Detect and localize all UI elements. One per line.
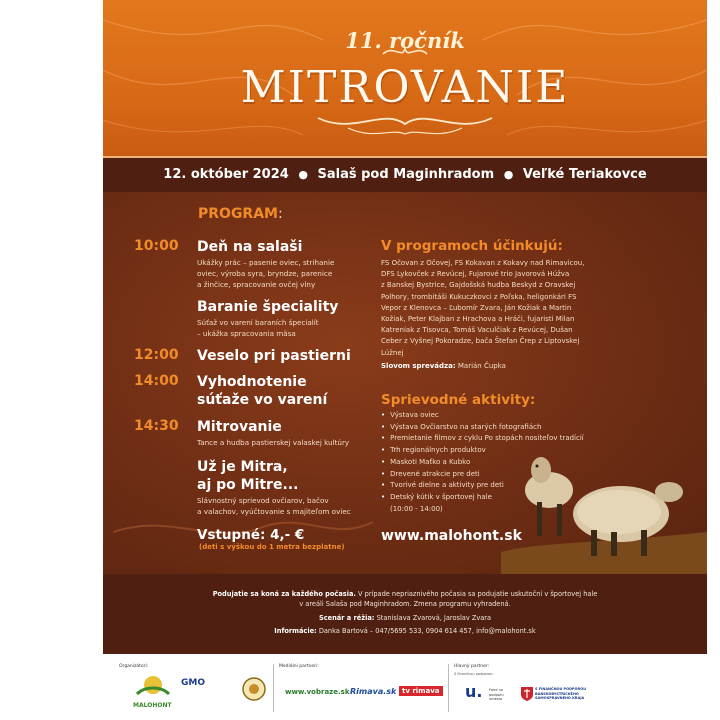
slot-title: Deň na salaši [197,239,303,255]
event-place: Salaš pod Maginhradom [317,167,495,182]
malohont-logo: MALOHONT [133,674,173,709]
list-item: • Tvorivé dielne a aktivity pre deti [381,480,601,492]
entry-title: Už je Mitra, aj po Mitre... [197,459,299,493]
activity-time-note: (10:00 - 14:00) [390,505,443,513]
direction-credit: Scenár a réžia: Stanislava Zvarová, Jaroslav Zvara [318,614,492,622]
edition-label: 11. ročník [345,28,465,53]
program-entry [197,298,387,339]
list-item: • Premietanie filmov z cyklu Po stopách nositeľov tradícií [381,433,601,445]
media-partners-title: Mediálni partneri: [279,664,319,669]
moderator: Slovom sprevádza: Marián Čupka [381,362,506,370]
sheep-photo-icon [501,432,707,574]
partners-footer [103,654,707,720]
event-info-bar [103,156,707,192]
organizers-title: Organizátori: [119,664,149,669]
footer-divider [448,664,449,712]
list-item: • Výstava oviec [381,410,601,422]
list-item: • Trh regionálnych produktov [381,445,601,457]
slot-title: Veselo pri pastierni [197,348,351,364]
tv-rimava-logo: tv rimava [399,686,443,696]
slot-description: Tance a hudba pastierskej valaskej kultúry [197,438,350,447]
performers-heading: V programoch účinkujú: [381,238,563,254]
list-item: • Drevené atrakcie pre deti [381,469,601,481]
entry-price: Vstupné: 4,- € [197,527,305,543]
performers-list: FS Očovan z Očovej, FS Kokavan z Kokavy nad Rimavicou, DFS Lykovček z Revúcej, Fujarové trio Javorová Húžva z Banskej Bystrice, Gajdošská hudba Beskyd z Oravskej Polhory, trombitáši Kukuczkovci z Poľska, heligonkári FS Vepor z Klenovca – Ľubomír Zvara, Ján Kožiak a Martin Kožiak, Peter Klajban z Hrachova a Hráči, fujaristi Milan Katreniak z Tisovca, Tomáš Vaculčiak z Revúcej, Dušan Ceber z Vyšnej Pokoradze, bača Štefan Črep z Liptovskej Lúžnej [381,259,585,357]
entry-description: Slávnostný sprievod ovčiarov, bačov a valachov, vyúčtovanie s majiteľom oviec [197,496,351,516]
vobraze-logo: www.vobraze.sk [285,688,350,696]
entry-description: Súťaž vo varení baraních špecialít – ukážka spracovania mäsa [197,318,319,338]
fpu-logo-icon: u. [465,682,483,701]
website-link[interactable]: www.malohont.sk [381,528,522,544]
fpu-name: Fond na podporu umenia [489,688,504,701]
header [103,0,707,156]
price-note: (deti s výškou do 1 metra bezplatne) [199,543,345,551]
slot-time: 14:00 [134,373,179,389]
program-entry [197,458,387,517]
contact-info: Informácie: Danka Bartová – 047/5695 533, 0904 614 457, info@malohont.sk [274,627,536,635]
slot-description: Ukážky prác – pasenie oviec, strihanie oviec, výroba syra, bryndze, parenice a žinčice, spracovanie ovčej vlny [197,258,335,289]
event-date: 12. október 2024 [163,167,289,182]
bullet-icon: ● [503,168,514,181]
event-title: MITROVANIE [240,62,570,113]
bbsk-name: S FINANČNOU PODPOROU BANSKOBYSTRICKÉHO SAMOSPRÁVNEHO KRAJA [535,687,587,700]
partner-seal-logo [241,676,267,706]
poster [103,0,707,720]
seal-icon [241,676,267,702]
gmo-logo: GMO [181,678,205,688]
list-item: • Detský kútik v športovej hale [381,492,601,504]
list-item: • Výstava Ovčiarstvo na starých fotografiách [381,422,601,434]
info-section [103,574,707,654]
bbsk-crest-icon [521,686,533,705]
support-note: S finančnou podporou: [454,672,494,676]
malohont-emblem-icon [133,674,173,698]
slot-time: 12:00 [134,347,179,363]
main-partner-title: Hlavný partner: [454,664,490,669]
event-town: Veľké Teriakovce [522,167,647,182]
bullet-icon: ● [298,168,308,181]
slot-title: Mitrovanie [197,419,282,435]
rimava-logo: Rimava.sk [350,687,397,696]
weather-note-cont: v areáli Salaša pod Maginhradom. Zmena programu vyhradená. [299,600,511,608]
footer-divider [273,664,274,712]
slot-time: 10:00 [134,238,179,254]
activities-heading: Sprievodné aktivity: [381,392,536,408]
entry-title: Baranie špeciality [197,299,339,315]
program-heading: PROGRAM: [198,206,283,222]
slot-time: 14:30 [134,418,179,434]
weather-note: Podujatie sa koná za každého počasia. V prípade nepriaznivého počasia sa podujatie uskutoční v športovej hale [212,590,598,598]
slot-title: Vyhodnotenie súťaže vo varení [197,374,328,408]
program-section [103,192,707,574]
list-item: • Maskoti Maťko a Kubko [381,457,601,469]
